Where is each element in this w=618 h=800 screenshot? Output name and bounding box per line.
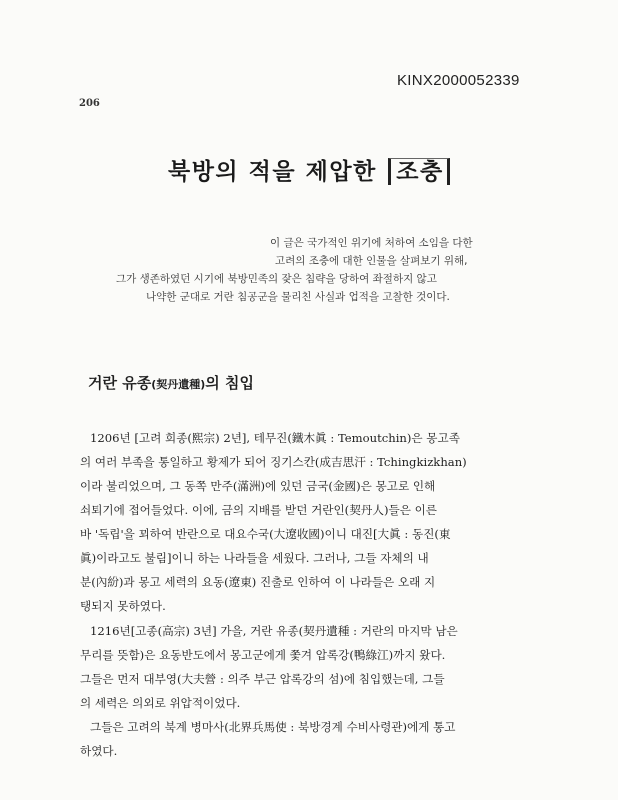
abstract-line: 고려의 조충에 대한 인물을 살펴보기 위해, [275,255,468,267]
abstract-line: 나약한 군대로 거란 침공군을 물리친 사실과 업적을 고찰한 것이다. [146,291,450,303]
section-heading-hanja: (契丹遺種) [151,378,206,391]
section-heading [88,372,254,393]
abstract-line: 이 글은 국가적인 위기에 처하여 소임을 다한 [270,237,473,249]
body-line: 그들은 먼저 대부영(大夫營 : 의주 부근 압록강의 섬)에 침입했는데, 그들 [80,672,445,686]
document-id: KINX2000052339 [397,72,520,89]
body-line: 쇠퇴기에 접어들었다. 이에, 금의 지배를 받던 거란인(契丹人)들은 이른 [80,503,437,517]
title-main: 북방의 적을 제압한 [168,159,377,185]
body-line: 의 세력은 의외로 위압적이었다. [80,696,241,710]
body-line: 무리를 뜻함)은 요동반도에서 몽고군에게 쫓겨 압록강(鴨綠江)까지 왔다. [80,648,446,662]
body-line: 1206년 [고려 희종(熙宗) 2년], 테무진(鐵木眞 : Temoutchin)은 몽고족 [90,431,460,445]
body-line: 이라 불리었으며, 그 동쪽 만주(滿洲)에 있던 금국(金國)은 몽고로 인해 [80,479,436,493]
body-line: 하였다. [80,744,118,758]
body-line: 그들은 고려의 북계 병마사(北界兵馬使 : 북방경계 수비사령관)에게 통고 [90,720,456,734]
body-line: 의 여러 부족을 통일하고 황제가 되어 징기스칸(成吉思汗 : Tchingkizkhan) [80,455,467,469]
page-number: 206 [79,98,100,109]
body-line: 탱되지 못하였다. [80,599,166,613]
body-line: 1216년[고종(高宗) 3년] 가을, 거란 유종(契丹遺種 : 거란의 마지막 남은 [90,624,458,638]
body-line: 분(內紛)과 몽고 세력의 요동(遼東) 진출로 인하여 이 나라들은 오래 지 [80,575,436,589]
section-heading-text: 거란 유종 [88,374,152,392]
body-line: 바 '독립'을 꾀하여 반란으로 대요수국(大遼收國)이니 대진[大眞 : 동진(東 [80,527,451,541]
body-line: 眞)이라고도 불림]이니 하는 나라들을 세웠다. 그러나, 그들 자체의 내 [80,551,429,565]
title-boxed-name: 조충 [388,158,449,185]
abstract-line: 그가 생존하였던 시기에 북방민족의 잦은 침략을 당하여 좌절하지 않고 [116,273,437,285]
section-heading-suffix: 의 침입 [205,374,254,392]
page-title [168,153,450,186]
